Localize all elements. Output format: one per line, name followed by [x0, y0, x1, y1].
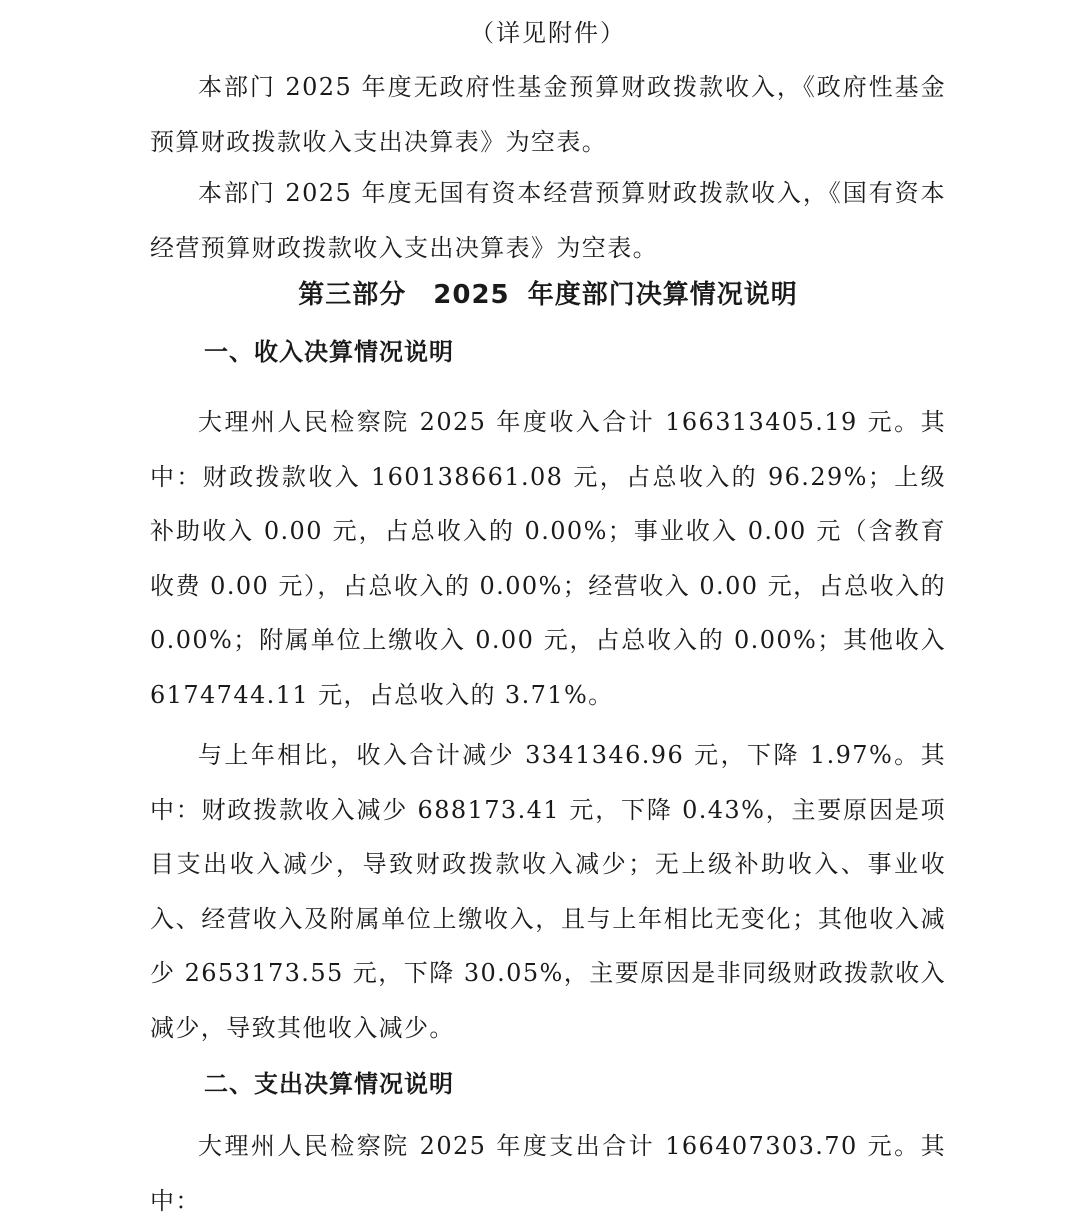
part-three-heading: 第三部分 2025 年度部门决算情况说明 — [298, 280, 798, 310]
state-capital-paragraph: 本部门 2025 年度无国有资本经营预算财政拨款收入，《国有资本经营预算财政拨款收入支出决算表》为空表。 — [150, 179, 946, 262]
document-page — [150, 0, 946, 1215]
expense-total-paragraph: 大理州人民检察院 2025 年度支出合计 166407303.70 元。其中： — [150, 1132, 946, 1215]
expense-section-heading: 二、支出决算情况说明 — [204, 1070, 454, 1098]
gov-fund-paragraph: 本部门 2025 年度无政府性基金预算财政拨款收入，《政府性基金预算财政拨款收入支出决算表》为空表。 — [150, 73, 946, 156]
income-compare-paragraph: 与上年相比，收入合计减少 3341346.96 元，下降 1.97%。其中：财政拨款收入减少 688173.41 元，下降 0.43%，主要原因是项目支出收入减少，导致财政拨款收入减少；无上级补助收入、事业收入、经营收入及附属单位上缴收入，且与上年相比无变化；其他收入减少 2653173.55 元，下降 30.05%，主要原因是非同级财政拨款收入减少，导致其他收入减少。 — [150, 741, 946, 1042]
income-section-heading: 一、收入决算情况说明 — [204, 338, 454, 366]
attachment-note: （详见附件） — [470, 19, 626, 47]
income-total-paragraph: 大理州人民检察院 2025 年度收入合计 166313405.19 元。其中：财政拨款收入 160138661.08 元，占总收入的 96.29%；上级补助收入 0.00 元，占总收入的 0.00%；事业收入 0.00 元（含教育收费 0.00 元），占总收入的 0.00%；经营收入 0.00 元，占总收入的 0.00%；附属单位上缴收入 0.00 元，占总收入的 0.00%；其他收入 6174744.11 元，占总收入的 3.71%。 — [150, 408, 946, 709]
